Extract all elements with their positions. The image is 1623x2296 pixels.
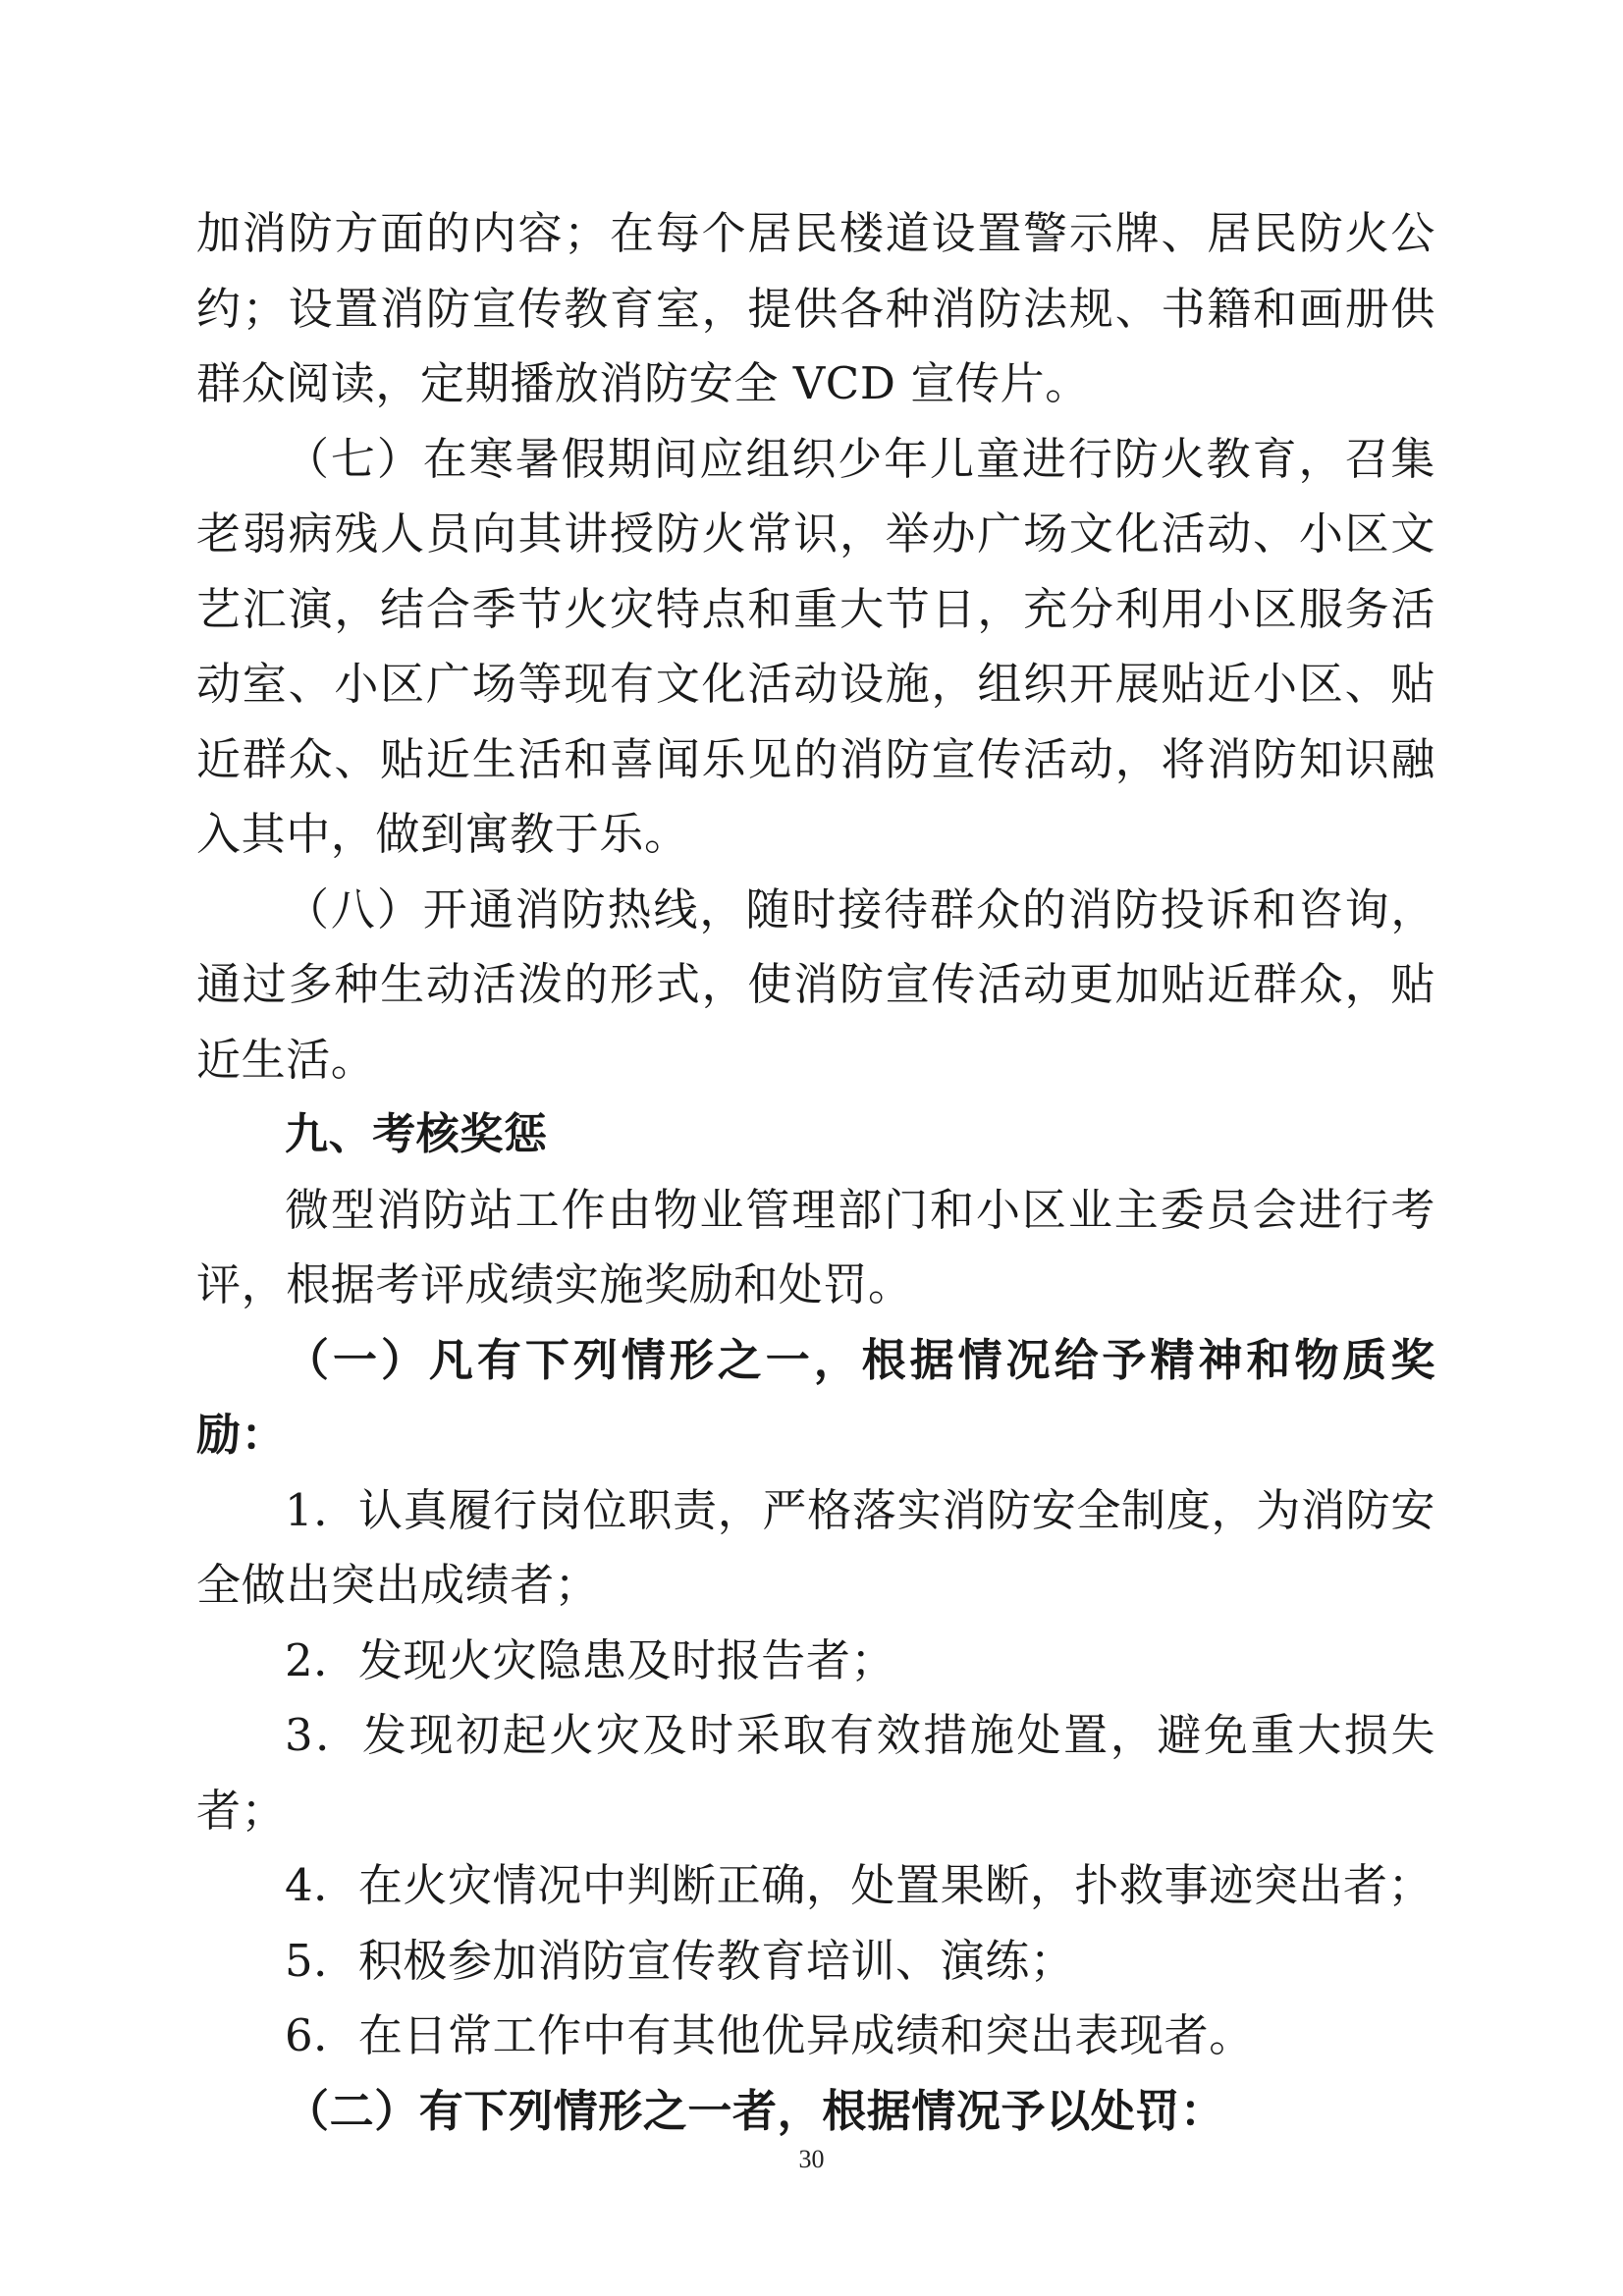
paragraph-continuation: 加消防方面的内容；在每个居民楼道设置警示牌、居民防火公约；设置消防宣传教育室，提供各种消防法规、书籍和画册供群众阅读，定期播放消防安全 VCD 宣传片。 (196, 207, 1435, 409)
page-number: 30 (798, 2145, 825, 2173)
paragraph-item-eight: （八）开通消防热线，随时接待群众的消防投诉和咨询，通过多种生动活泼的形式，使消防宣传活动更加贴近群众，贴近生活。 (196, 882, 1435, 1086)
subheading-penalties: （二）有下列情形之一者，根据情况予以处罚： (285, 2084, 1225, 2137)
list-item: 4．在火灾情况中判断正确，处置果断，扑救事迹突出者； (285, 1859, 1434, 1911)
list-item: 1．认真履行岗位职责，严格落实消防安全制度，为消防安全做出突出成绩者； (196, 1483, 1435, 1611)
section-heading: 九、考核奖惩 (285, 1109, 548, 1159)
list-item: 6．在日常工作中有其他优异成绩和突出表现者。 (285, 2009, 1254, 2061)
list-item: 3．发现初起火灾及时采取有效措施处置，避免重大损失者； (196, 1709, 1435, 1837)
paragraph-assessment-intro: 微型消防站工作由物业管理部门和小区业主委员会进行考评，根据考评成绩实施奖励和处罚。 (196, 1183, 1435, 1310)
subheading-rewards: （一）凡有下列情形之一，根据情况给予精神和物质奖励： (196, 1333, 1435, 1461)
list-item: 5．积极参加消防宣传教育培训、演练； (285, 1934, 1075, 1987)
paragraph-item-seven: （七）在寒暑假期间应组织少年儿童进行防火教育，召集老弱病残人员向其讲授防火常识，举办广场文化活动、小区文艺汇演，结合季节火灾特点和重大节日，充分利用小区服务活动室、小区广场等现有文化活动设施，组织开展贴近小区、贴近群众、贴近生活和喜闻乐见的消防宣传活动，将消防知识融入其中，做到寓教于乐。 (196, 432, 1435, 860)
document-body (196, 196, 1435, 2149)
list-item: 2．发现火灾隐患及时报告者； (285, 1633, 896, 1686)
